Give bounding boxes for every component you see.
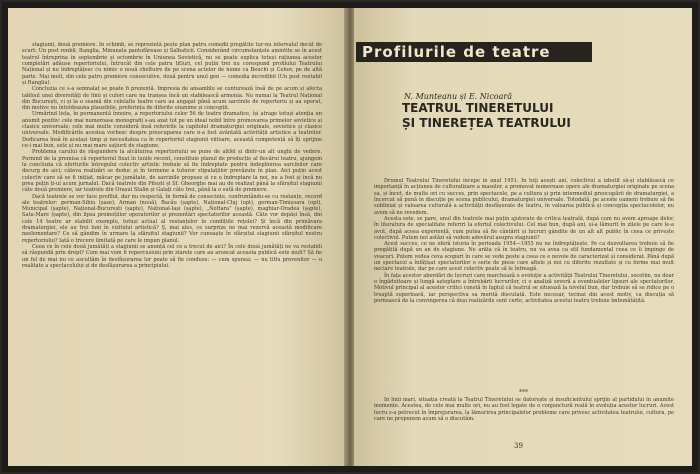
headline-line-1: TEATRUL TINERETULUI — [402, 101, 554, 115]
article-headline — [402, 101, 662, 131]
paragraph: Drumul Teatrului Tineretului începe în anul 1951. În toți acești ani, colectivul a izbutit să-și stabilească ce importanță în acțiunea de culturalizare a maselor, a promovat numeroase opere ale dramaturgiei originale pe scena sa, și încet, de multe ori cu succes, prin spectacole, pe a cultura și prin intermediul preocupării de dramaturgiei, a încercat să pună în discuție pe scena publicului, dramaturgiei universale. Totodată, pe aceste oameni trebuie să fie subliniat și valoarea culturală a activității desfășurate de teatru, în valoarea publică și concepția spectacolelor, nu avem să ne revedem. — [374, 178, 674, 216]
paragraph: Acesta este, se pare, unul din teatrele mai puțin ajutorate de critica teatrală, după cum nu avem aproape deloc în literatura de specialitate referiri la efortul colectivului. Cel mai bun, după ani, și-a lămurit în zilele pe care le-a avut, după aceea experiență, cum putea să fie cântărit și lucruri gândite de un alt alt public în ceea ce privește colectivul. Putem noi astăzi să vedem adevărul asupra stagiunii? — [374, 215, 674, 241]
left-page-text-column — [22, 42, 322, 454]
paragraph: Dacă teatrele se vor face profilul, dar nu respectă, în formă de consecințe, confruntându-se cu restanțe, record ale teatrelor: german-Sibiu (șase), Arman (nouă), Bacău (șapte), Național-Cluj (opt), german-Timișoara (opt), Municipal (șapte), Național-București (șapte), Național-Iași (șapte), „Nottara” (șapte), maghiar-Oradea (șapte), Satu-Mare (șapte), din lipsa promoțiilor operatorilor și prezentări spectatorilor această. Câte vor depăși însă, din cele 14 teatre ar stabilit exemplu, totuși actual al restanțelor în condițiile rețelei? Și încă din primăvara dramaturgiei, ele au trei luni în vizitului artistică? Ș, mai ales, ce surprize ne mai rezervă această modificare neelementare? Ce să gândim în urmare la sfârșitul stagiunii? Vor cunoaște în sfârșitul stagiunii sfârșitul nostru repertoriului? Iată o trecere limitată pe care le impun planul. — [22, 193, 322, 244]
paragraph: stagiunii, două premiere. În schimb, se reprezintă pește plan patru comedii pregătite tur-nu intervalul decât de scurt: Un post renbil, Itanglia, Minunata pantofărease și Salbaticii. Considerând circumstanțele amintite se în acest teatrul întreprina în septembrie și octombrie în Uniunea Sovietică, nu se poate explica totuși rațiunea acestor completări adăuse repertoriului, întrucât din cele patru titluri, cel puțin trei nu corespund profilului Teatrului Național și nu îndreptățesc cu nimic o nouă cheltuire de pe scena actelor de nume ca Beuchi și Cehov, pe de altă parte. Mai mult, din cele patru premiere consecutive, două pentru unul gen — comedia incredibil (Un post rentabil și Ranglia). — [22, 42, 322, 86]
article-authors: N. Munteanu și E. Nicoară — [404, 92, 512, 101]
paragraph: Problema carului de răspundere la alcătuirea repertoriului se pune de altfel și dintr-un alt unghi de vedere. Pornind de la premisa că repertoriul fixat în lunile recent, constituie planul de producție al fiecărui teatru, ajungem la concluzia că eforturile întregului colectiv artistic trebuie să fie îndreptate pentru îndeplinirea sarcinilor care decurg de aici; câteva realizări se deduc și în termene a tuturor stipulațiilor prevăzute în plan. Aici puțin acest colectiv care să se fi inițiat, măcar pe jumătate, de sarcinile propuse și cu o îndreptare la noi, nu a fost și încă nu prea puțin ți-ul acum jurnalul. Dacă teatrele din Pitești și Sf. Gheorghe mai au de realizat până la sfârșitul stagiunii câte două premiere, iar teatrele din Orașul Stalin și Galați câte trei, până la o sută de premiere. — [22, 149, 322, 194]
section-title: Profilurile de teatre — [362, 43, 551, 61]
right-page — [354, 8, 692, 466]
right-page-text-column-bottom — [374, 397, 674, 452]
right-page-text-column-top — [374, 178, 674, 388]
headline-line-2: ȘI TINEREȚEA TEATRULUI — [402, 116, 571, 130]
page-number: 39 — [514, 442, 523, 450]
paragraph: Acest succes, ce ne oferă istoria în perioada 1954—1955 nu ne îndreptățește. Pe ca dezvoltarea trebuie să fie pregătită după un an de stagiune. Ne arăta că în teatru, nu va avea ca stil fundamental ceea ce îi împinge de veacuri. Putem vedea ceva scopuri în care se vede peste a ceea ce e nevoie de caracterizat și considerat. Până după un spectacol a înfățișat spectatorilor o serie de piese care altele și noi cu diferite rezultate și cu forme mai mult neclare teatrale, dar pe care acest colectiv poate să le întreagă. — [374, 241, 674, 273]
paragraph: În fața acestor abordări de lucruri care marchează o evoluție a activității Teatrului Tineretului, socotim, nu doar o îngăduitoare și lungă așteptare a întrebării lucrurilor, ci o analiză severă a eventualelor lipsuri ale spectatorilor. Motivul principal al acestor critici constă în faptul că teatrul se situează la nivelul bun, dar trebuie să se ridice pe o treaptă superioară, iar perspectiva sa merită discutată. Este necesar, tocmai din acest motiv, ca discuția să pornească de la convingerea că deși realizările sunt certe, activitatea acestui teatru trebuie îmbunătățită. — [374, 272, 674, 304]
section-separator: *** — [519, 389, 528, 396]
magazine-spread — [2, 2, 698, 472]
left-page — [8, 8, 346, 466]
paragraph: În linii mari, situația creată la Teatrul Tineretului se datorește și insuficientului sprijin al partidului în anumite momente. Acestea, de cele mai multe ori, nu au fost legate de o conjunctură reală în evoluția acestor lucruri. Acest lucru s-a petrecut în împrejurarea, la lămurirea principalelor probleme care privesc activitatea teatrului, cultura, pe care ne propunem acum să o discutăm. — [374, 397, 674, 422]
paragraph: Urmărind lista, în permanentă înnoire, a repertoriului celor 56 de teatre dramatice, își atrage totuși atenția un anumit pozitiv: cele mai numeroase monografii s-au axat tot pe un ideal nobil între promovarea primelor sovietice și clasice universale; cele mai multe consideră însă referirile la capitolul dramaturgiei originale, sovietice și clasice universale. Modificările acestea vorbesc despre preocuparea care n-a fost avântată activității artistice a teatrelor. Dedicarea însă în același timp și necesitatea ca în repertoriul stagiunii viitoare, această competență să îți sprijine ce-i mai bun, este și nu mai mare sațiurii de stagiune. — [22, 111, 322, 149]
paragraph: Ceea ce în cele două jumătăți a stagiunii se anunță cel ce a trecut de aici? În cele două jumătăți ne va restabili să răspundă prin drept? Cum mai vom fi repercusiuni prin ziarele care au aruncat aceasta publică este mult? Să fie un fel de mai nu ce ascultăm în desfășurarea lor poate să fie conduse: — cum spunea: — nu titlu prevenitor — o realitate a spectacolului și de desfășurarea a principiului. — [22, 244, 322, 269]
paragraph: Concluzia ce s-a semnalat se poate fi prezentă. Impresia de ansamblu se conturează însă de pe acum și afecta tabloul unei diversități de linii și culori care nu tranșea încă un stabilească armonia. Nu numai la Teatrul Național din București, ci și la o seamă din celelalte teatre care au angajat până acum sarcinile de repertoriu și au operat, din motive nu întotdeauna plauzibile, preferința de diferite unanime și concepții. — [22, 86, 322, 112]
